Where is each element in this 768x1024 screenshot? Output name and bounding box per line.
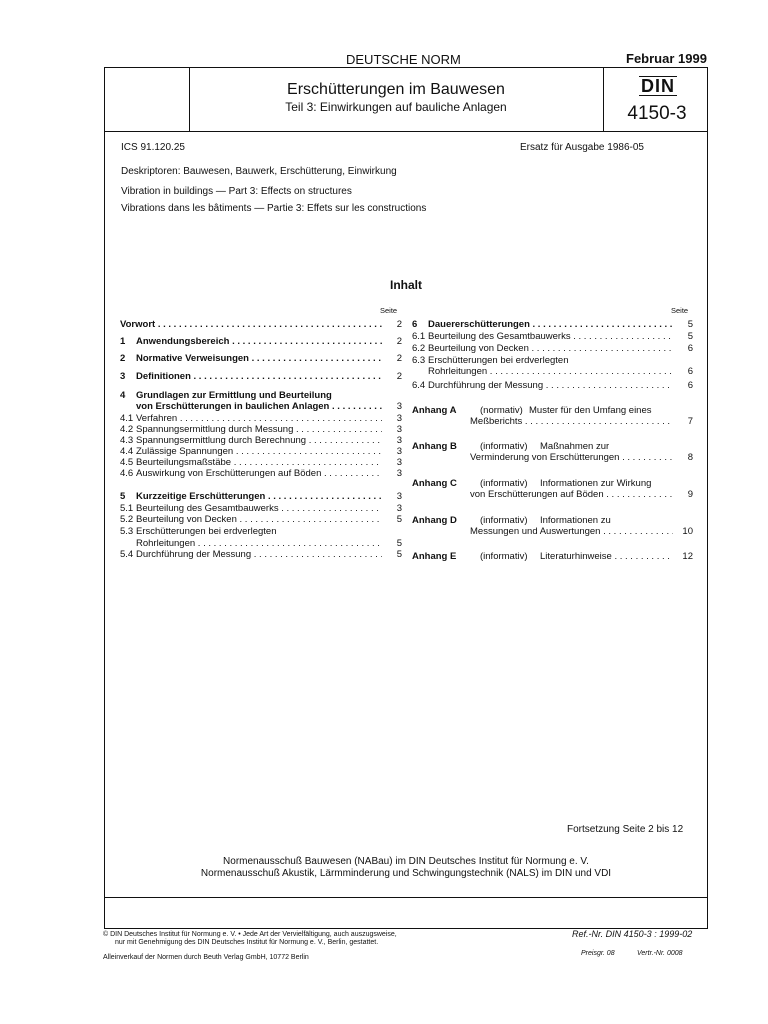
toc-entry [120, 413, 402, 424]
annex-label [412, 478, 457, 489]
toc-entry [412, 366, 693, 377]
ics-code: ICS 91.120.25 [121, 142, 185, 153]
toc-entry-page: 2 [396, 353, 402, 364]
annex-page: 9 [687, 489, 693, 500]
annex-title-line-1: Literaturhinweise . . . [540, 551, 670, 562]
din-number: 4150-3 [627, 103, 687, 124]
title-french: Vibrations dans les bâtiments — Partie 3: Effets sur les constructions [121, 203, 427, 214]
toc-entry-number: 4.5 [120, 457, 134, 468]
annex-letter: D [450, 515, 457, 526]
toc-annex-entry [412, 405, 693, 429]
annex-label [412, 515, 457, 526]
annex-label [412, 441, 457, 452]
fortsetzung-note: Fortsetzung Seite 2 bis 12 [567, 824, 684, 835]
toc-entry-title: Verfahren . . . [136, 413, 382, 424]
toc-entry-title: Anwendungsbereich . . . [136, 336, 382, 347]
annex-word: Anhang [412, 441, 450, 452]
toc-entry-number: 4.3 [120, 435, 134, 446]
copyright-line-2: nur mit Genehmigung des DIN Deutsches Institut für Normung e. V., Berlin, gestattet. [115, 939, 379, 946]
toc-entry-title: Beurteilungsmaßstäbe . . . [136, 457, 382, 468]
annex-label [412, 551, 456, 562]
toc-entry-number: 5 [120, 491, 126, 502]
normenausschuss-line-1: Normenausschuß Bauwesen (NABau) im DIN Deutsches Institut für Normung e. V. [223, 856, 589, 867]
toc-seite-label-right: Seite [671, 306, 689, 315]
toc-entry [120, 390, 402, 401]
annex-page: 12 [682, 551, 693, 562]
toc-entry-number: 3 [120, 371, 126, 382]
copyright-line-1: © DIN Deutsches Institut für Normung e. V. • Jede Art der Vervielfältigung, auch auszugsweise, [103, 931, 397, 938]
toc-entry [120, 319, 402, 330]
toc-entry [120, 371, 402, 382]
annex-word: Anhang [412, 478, 450, 489]
toc-entry-page: 3 [396, 424, 402, 435]
annex-title-line-2: Verminderung von Erschütterungen . . . [470, 452, 673, 463]
annex-title-line-2: von Erschütterungen auf Böden . . . [470, 489, 673, 500]
title-english: Vibration in buildings — Part 3: Effects on structures [121, 186, 352, 197]
annex-kind: (informativ) [480, 441, 528, 452]
toc-entry-title: Durchführung der Messung . . . [136, 549, 382, 560]
toc-entry-title: Erschütterungen bei erdverlegten [428, 355, 569, 366]
toc-entry-page: 3 [396, 457, 402, 468]
header-date: Februar 1999 [626, 51, 707, 66]
annex-label [412, 405, 457, 416]
annex-word: Anhang [412, 515, 450, 526]
toc-entry-page: 3 [396, 446, 402, 457]
annex-kind: (normativ) [480, 405, 523, 416]
toc-entry-title: Spannungsermittlung durch Messung . . . [136, 424, 382, 435]
toc-entry [412, 319, 693, 330]
toc-entry-page: 2 [396, 336, 402, 347]
toc-entry-title: Kurzzeitige Erschütterungen . . . [136, 491, 382, 502]
toc-entry [120, 526, 402, 537]
toc-entry [412, 343, 693, 354]
toc-entry [120, 503, 402, 514]
toc-entry [412, 355, 693, 366]
vertrieb-note: Alleinverkauf der Normen durch Beuth Verlag GmbH, 10772 Berlin [103, 954, 309, 961]
deskriptoren: Deskriptoren: Bauwesen, Bauwerk, Erschütterung, Einwirkung [121, 166, 397, 177]
annex-kind: (informativ) [480, 551, 528, 562]
toc-entry-number: 5.1 [120, 503, 134, 514]
toc-entry-number: 4.1 [120, 413, 134, 424]
header-norm: DEUTSCHE NORM [346, 52, 461, 67]
toc-entry-title: Auswirkung von Erschütterungen auf Böden . . . [136, 468, 382, 479]
toc-entry-page: 3 [396, 435, 402, 446]
toc-entry-number: 6.4 [412, 380, 426, 391]
toc-entry-number: 6.3 [412, 355, 426, 366]
distribution-number: Vertr.-Nr. 0008 [637, 950, 683, 957]
annex-page: 10 [682, 526, 693, 537]
toc-entry [120, 468, 402, 479]
toc-entry-title: Beurteilung von Decken . . . [136, 514, 382, 525]
toc-entry-page: 3 [396, 491, 402, 502]
annex-title-line-2: Meßberichts . . . [470, 416, 673, 427]
title-block [189, 81, 603, 115]
toc-annex-entry [412, 478, 693, 502]
toc-entry-number: 2 [120, 353, 126, 364]
toc-entry [120, 446, 402, 457]
toc-entry-title: Rohrleitungen . . . [428, 366, 673, 377]
toc-entry-title: Beurteilung von Decken . . . [428, 343, 673, 354]
toc-entry-page: 6 [687, 366, 693, 377]
price-group: Preisgr. 08 [581, 950, 615, 957]
toc-entry-page: 2 [396, 319, 402, 330]
toc-entry-number: 5.2 [120, 514, 134, 525]
toc-entry-title: von Erschütterungen in baulichen Anlagen . . . [136, 401, 382, 412]
annex-page: 7 [687, 416, 693, 427]
annex-word: Anhang [412, 551, 450, 562]
din-logo [623, 76, 693, 96]
annex-title-line-1: Muster für den Umfang eines [529, 405, 652, 416]
toc-entry [120, 336, 402, 347]
toc-annex-entry [412, 515, 693, 539]
din-logo-text: DIN [641, 76, 675, 96]
toc-entry-number: 4.6 [120, 468, 134, 479]
toc-entry-page: 3 [396, 468, 402, 479]
toc-entry [120, 549, 402, 560]
document-subtitle: Teil 3: Einwirkungen auf bauliche Anlagen [285, 100, 507, 114]
toc-annex-entry [412, 441, 693, 465]
toc-entry-title: Durchführung der Messung . . . [428, 380, 673, 391]
toc-entry-number: 5.4 [120, 549, 134, 560]
toc-entry [120, 435, 402, 446]
toc-entry-title: Dauererschütterungen . . . [428, 319, 673, 330]
toc-entry [412, 380, 693, 391]
annex-title-line-1: Maßnahmen zur [540, 441, 610, 452]
toc-entry [120, 457, 402, 468]
toc-entry-number: 5.3 [120, 526, 134, 537]
annex-title-line-1: Informationen zu [540, 515, 611, 526]
toc-entry-page: 3 [396, 401, 402, 412]
toc-heading: Inhalt [390, 278, 422, 292]
toc-entry-title: Rohrleitungen . . . [136, 538, 382, 549]
toc-entry-number: 4.4 [120, 446, 134, 457]
annex-page: 8 [687, 452, 693, 463]
toc-entry-page: 5 [396, 538, 402, 549]
toc-entry-page: 5 [687, 331, 693, 342]
toc-entry-page: 2 [396, 371, 402, 382]
toc-entry-page: 5 [396, 549, 402, 560]
annex-kind: (informativ) [480, 478, 528, 489]
toc-entry-title: Vorwort . . . [120, 319, 382, 330]
annex-word: Anhang [412, 405, 450, 416]
toc-entry-title: Zulässige Spannungen . . . [136, 446, 382, 457]
toc-entry-title: Beurteilung des Gesamtbauwerks . . . [428, 331, 673, 342]
annex-kind: (informativ) [480, 515, 528, 526]
toc-entry [120, 353, 402, 364]
toc-entry-page: 5 [396, 514, 402, 525]
toc-entry-page: 3 [396, 413, 402, 424]
toc-entry [120, 538, 402, 549]
toc-entry-page: 5 [687, 319, 693, 330]
toc-entry [120, 491, 402, 502]
annex-letter: E [450, 551, 457, 562]
document-frame [104, 67, 708, 929]
toc-entry-title: Beurteilung des Gesamtbauwerks . . . [136, 503, 382, 514]
toc-entry [120, 424, 402, 435]
toc-entry-page: 6 [687, 380, 693, 391]
ersatz-note: Ersatz für Ausgabe 1986-05 [520, 142, 644, 153]
toc-entry-page: 3 [396, 503, 402, 514]
reference-number: Ref.-Nr. DIN 4150-3 : 1999-02 [572, 929, 693, 939]
toc-entry-number: 4 [120, 390, 126, 401]
toc-annex-entry [412, 551, 693, 575]
toc-entry-title: Erschütterungen bei erdverlegten [136, 526, 277, 537]
document-title: Erschütterungen im Bauwesen [287, 81, 505, 98]
toc-entry-title: Normative Verweisungen . . . [136, 353, 382, 364]
toc-entry-number: 4.2 [120, 424, 134, 435]
toc-entry [120, 514, 402, 525]
annex-title-line-2: Messungen und Auswertungen . . . [470, 526, 673, 537]
annex-letter: B [450, 441, 457, 452]
footer-divider [105, 897, 707, 898]
annex-letter: A [449, 405, 457, 416]
annex-letter: C [450, 478, 457, 489]
normenausschuss-line-2: Normenausschuß Akustik, Lärmminderung und Schwingungstechnik (NALS) im DIN und VDI [200, 868, 612, 879]
toc-entry [412, 331, 693, 342]
toc-entry-page: 6 [687, 343, 693, 354]
toc-entry-title: Grundlagen zur Ermittlung und Beurteilung [136, 390, 332, 401]
toc-entry-title: Definitionen . . . [136, 371, 382, 382]
toc-entry-number: 6.1 [412, 331, 426, 342]
toc-entry [120, 401, 402, 412]
annex-title-line-1: Informationen zur Wirkung [540, 478, 652, 489]
toc-seite-label-left: Seite [380, 306, 398, 315]
title-divider [105, 131, 707, 132]
title-right-rule [603, 68, 604, 131]
toc-entry-title: Spannungsermittlung durch Berechnung . . . [136, 435, 382, 446]
toc-entry-number: 6.2 [412, 343, 426, 354]
toc-entry-number: 1 [120, 336, 126, 347]
toc-entry-number: 6 [412, 319, 418, 330]
